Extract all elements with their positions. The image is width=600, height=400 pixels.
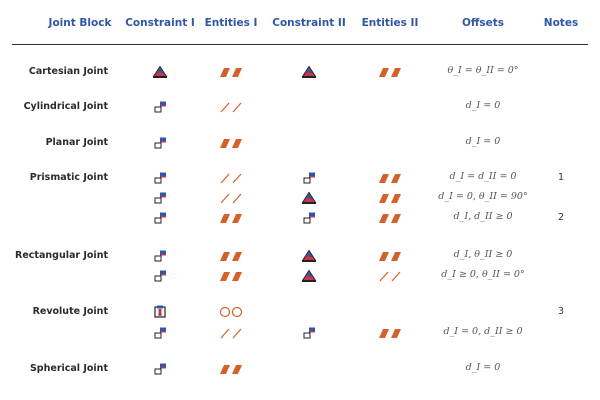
header-notes: Notes	[543, 17, 579, 29]
note-value: 1	[557, 172, 565, 183]
plane-pair-icon	[370, 191, 410, 205]
plane-pair-icon	[211, 362, 251, 376]
offset-value: d_I = 0	[465, 362, 501, 373]
offset-value: d_I = 0, d_II ≥ 0	[443, 326, 523, 337]
distance-constraint-icon	[140, 100, 180, 114]
header-joint-block: Joint Block	[48, 17, 112, 29]
plane-pair-icon	[370, 249, 410, 263]
plane-pair-icon	[211, 269, 251, 283]
angle-constraint-icon	[289, 269, 329, 283]
coaxial-constraint-icon	[140, 305, 180, 319]
joint-name: Spherical Joint	[29, 363, 108, 374]
joint-name: Prismatic Joint	[29, 172, 108, 183]
plane-pair-icon	[370, 65, 410, 79]
distance-constraint-icon	[140, 211, 180, 225]
joint-name: Revolute Joint	[32, 306, 108, 317]
distance-constraint-icon	[140, 136, 180, 150]
header-rule	[12, 44, 588, 45]
joint-name: Planar Joint	[45, 137, 108, 148]
angle-constraint-icon	[289, 191, 329, 205]
plane-pair-icon	[211, 136, 251, 150]
circle-pair-icon	[211, 305, 251, 319]
offset-value: d_I = 0, θ_II = 90°	[438, 191, 528, 202]
plane-pair-icon	[211, 249, 251, 263]
distance-constraint-icon	[140, 362, 180, 376]
plane-pair-icon	[370, 171, 410, 185]
distance-constraint-icon	[140, 249, 180, 263]
joint-name: Rectangular Joint	[15, 250, 108, 261]
distance-constraint-icon	[289, 211, 329, 225]
offset-value: d_I = d_II = 0	[449, 171, 517, 182]
plane-pair-icon	[370, 211, 410, 225]
header-entities-ii: Entities II	[361, 17, 419, 29]
header-constraint-ii: Constraint II	[272, 17, 346, 29]
distance-constraint-icon	[140, 326, 180, 340]
header-entities-i: Entities I	[204, 17, 258, 29]
offset-value: d_I, θ_II ≥ 0	[453, 249, 513, 260]
angle-constraint-icon	[289, 65, 329, 79]
joint-name: Cartesian Joint	[28, 66, 108, 77]
distance-constraint-icon	[140, 171, 180, 185]
note-value: 2	[557, 212, 565, 223]
distance-constraint-icon	[289, 326, 329, 340]
header-offsets: Offsets	[461, 17, 505, 29]
angle-constraint-icon	[289, 249, 329, 263]
joint-name: Cylindrical Joint	[23, 101, 108, 112]
plane-pair-icon	[370, 326, 410, 340]
line-pair-icon	[211, 171, 251, 185]
offset-value: d_I, d_II ≥ 0	[453, 211, 513, 222]
distance-constraint-icon	[289, 171, 329, 185]
distance-constraint-icon	[140, 269, 180, 283]
distance-constraint-icon	[140, 191, 180, 205]
note-value: 3	[557, 306, 565, 317]
header-constraint-i: Constraint I	[125, 17, 195, 29]
angle-constraint-icon	[140, 65, 180, 79]
offset-value: d_I ≥ 0, θ_II = 0°	[441, 269, 525, 280]
line-pair-icon	[370, 269, 410, 283]
line-pair-icon	[211, 100, 251, 114]
line-pair-icon	[211, 326, 251, 340]
plane-pair-icon	[211, 65, 251, 79]
plane-pair-icon	[211, 211, 251, 225]
offset-value: θ_I = θ_II = 0°	[447, 65, 519, 76]
offset-value: d_I = 0	[465, 136, 501, 147]
line-pair-icon	[211, 191, 251, 205]
offset-value: d_I = 0	[465, 100, 501, 111]
